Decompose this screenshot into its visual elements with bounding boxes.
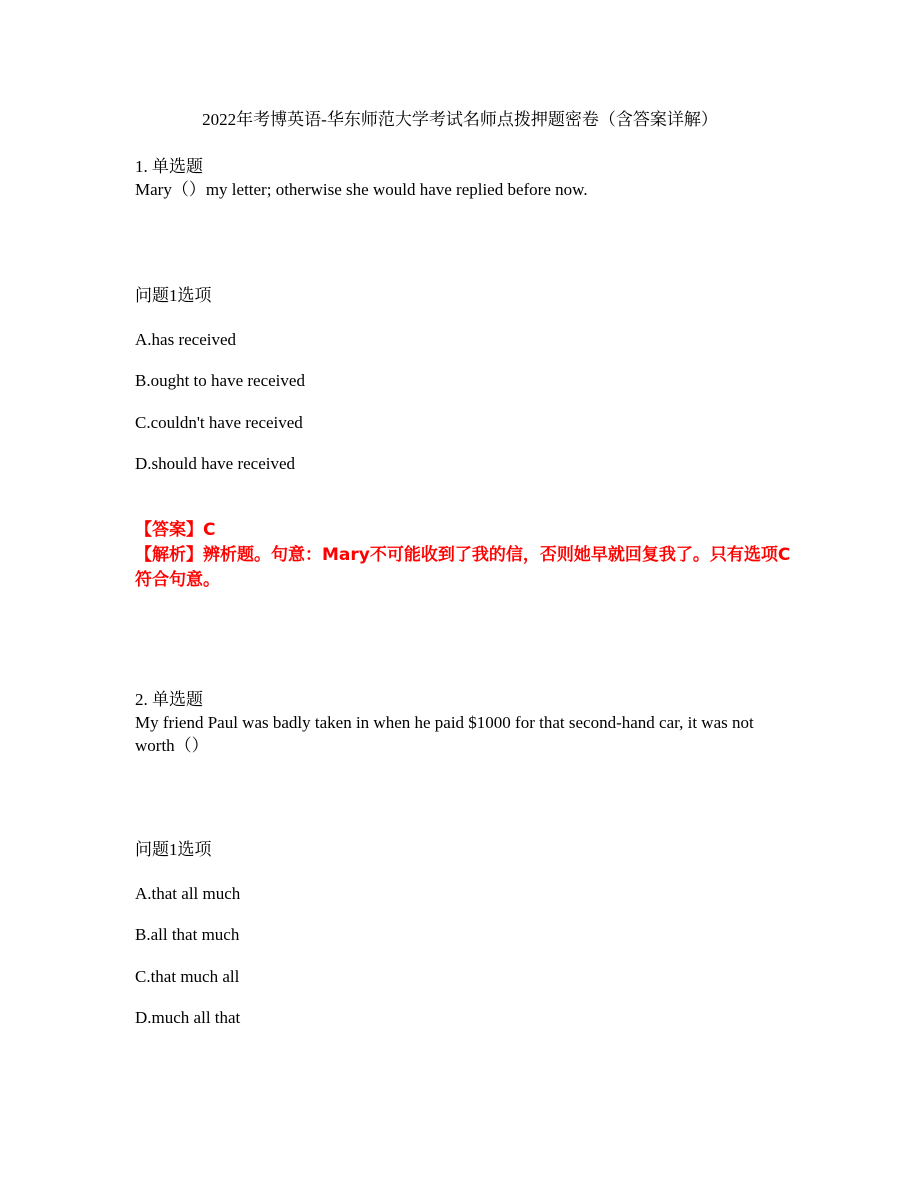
question-1-option-a: A.has received: [135, 330, 237, 349]
question-2-option-a: A.that all much: [135, 884, 241, 903]
question-1-stem: Mary（）my letter; otherwise she would have replied before now.: [135, 180, 588, 199]
question-2-options-heading: 问题1选项: [135, 840, 212, 859]
question-2-stem: My friend Paul was badly taken in when he paid $1000 for that second-hand car, it was not worth（）: [135, 713, 754, 755]
question-1-answer-block: [135, 518, 795, 593]
question-1-option-b: B.ought to have received: [135, 371, 305, 390]
question-1-answer: 【答案】C: [135, 520, 216, 540]
question-2-option-b: B.all that much: [135, 925, 240, 944]
question-1-option-d: D.should have received: [135, 454, 296, 473]
question-2-type: 2. 单选题: [135, 690, 203, 709]
document-title: 2022年考博英语-华东师范大学考试名师点拨押题密卷（含答案详解）: [202, 110, 718, 129]
question-1-type: 1. 单选题: [135, 157, 203, 176]
question-2-option-d: D.much all that: [135, 1008, 241, 1027]
question-1-option-c: C.couldn't have received: [135, 413, 303, 432]
question-1: [135, 155, 795, 201]
question-1-options-heading: 问题1选项: [135, 286, 212, 305]
question-2-option-c: C.that much all: [135, 967, 240, 986]
question-2: [135, 688, 795, 757]
question-1-explanation: 【解析】辨析题。句意：Mary不可能收到了我的信，否则她早就回复我了。只有选项C符合句意。: [135, 545, 791, 590]
